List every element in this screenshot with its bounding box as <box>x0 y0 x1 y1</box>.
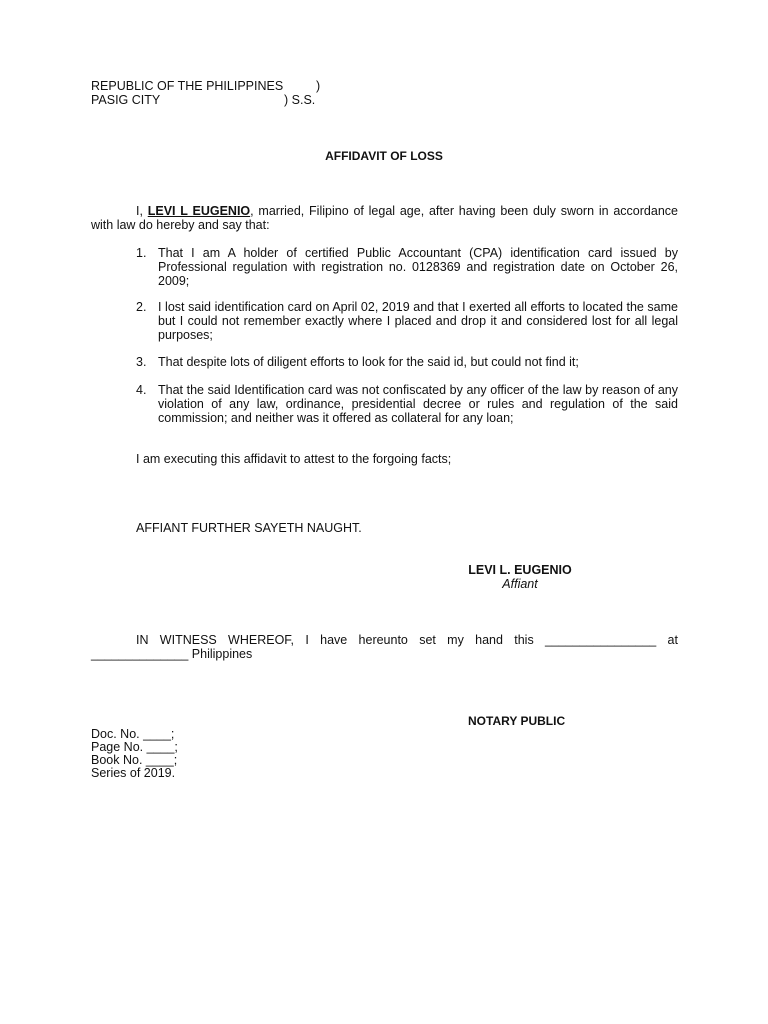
intro-prefix: I, <box>136 204 148 218</box>
affiant-name: LEVI L EUGENIO <box>147 204 251 218</box>
intro-paragraph <box>91 204 678 232</box>
book-number: Book No. ____; <box>91 753 178 767</box>
signature-role: Affiant <box>502 577 538 591</box>
list-item-number: 4. <box>136 383 147 397</box>
document-title: AFFIDAVIT OF LOSS <box>325 149 443 163</box>
signature-name: LEVI L. EUGENIO <box>468 563 572 577</box>
series-year: Series of 2019. <box>91 766 176 780</box>
venue-country: REPUBLIC OF THE PHILIPPINES <box>91 79 284 93</box>
page-number: Page No. ____; <box>91 740 178 754</box>
list-item-number: 1. <box>136 246 147 260</box>
venue-country-bracket: ) <box>316 79 321 93</box>
notary-public-label: NOTARY PUBLIC <box>468 714 566 728</box>
venue-ss: ) S.S. <box>284 93 316 107</box>
list-item-text: That I am A holder of certified Public Accountant (CPA) identification card issued by Professional regulation with registration no. 0128369 and registration date on October 26, 2009; <box>158 246 678 288</box>
witness-line: IN WITNESS WHEREOF, I have hereunto set my hand this ________________ at <box>136 633 678 647</box>
executing-statement: I am executing this affidavit to attest to the forgoing facts; <box>136 452 452 466</box>
list-item <box>136 383 678 425</box>
list-item-text: That despite lots of diligent efforts to look for the said id, but could not find it; <box>158 355 579 369</box>
venue-city: PASIG CITY <box>91 93 161 107</box>
list-item-text: I lost said identification card on April 02, 2019 and that I exerted all efforts to located the same but I could not remember exactly where I placed and drop it and considered lost for all legal purposes; <box>158 300 678 342</box>
list-item <box>136 246 678 288</box>
list-item-text: That the said Identification card was not confiscated by any officer of the law by reason of any violation of any law, ordinance, presidential decree or rules and regulation of the said commission; and neither was it offered as collateral for any loan; <box>158 383 678 425</box>
list-item <box>136 355 678 369</box>
intro-rest: , married, Filipino of legal age, after having been duly sworn in accordance with law do hereby and say that: <box>91 204 678 232</box>
list-item-number: 2. <box>136 300 147 314</box>
further-statement: AFFIANT FURTHER SAYETH NAUGHT. <box>136 521 362 535</box>
list-item-number: 3. <box>136 355 147 369</box>
list-item <box>136 300 678 342</box>
witness-place-line: ______________ Philippines <box>91 647 253 661</box>
doc-number: Doc. No. ____; <box>91 727 175 741</box>
